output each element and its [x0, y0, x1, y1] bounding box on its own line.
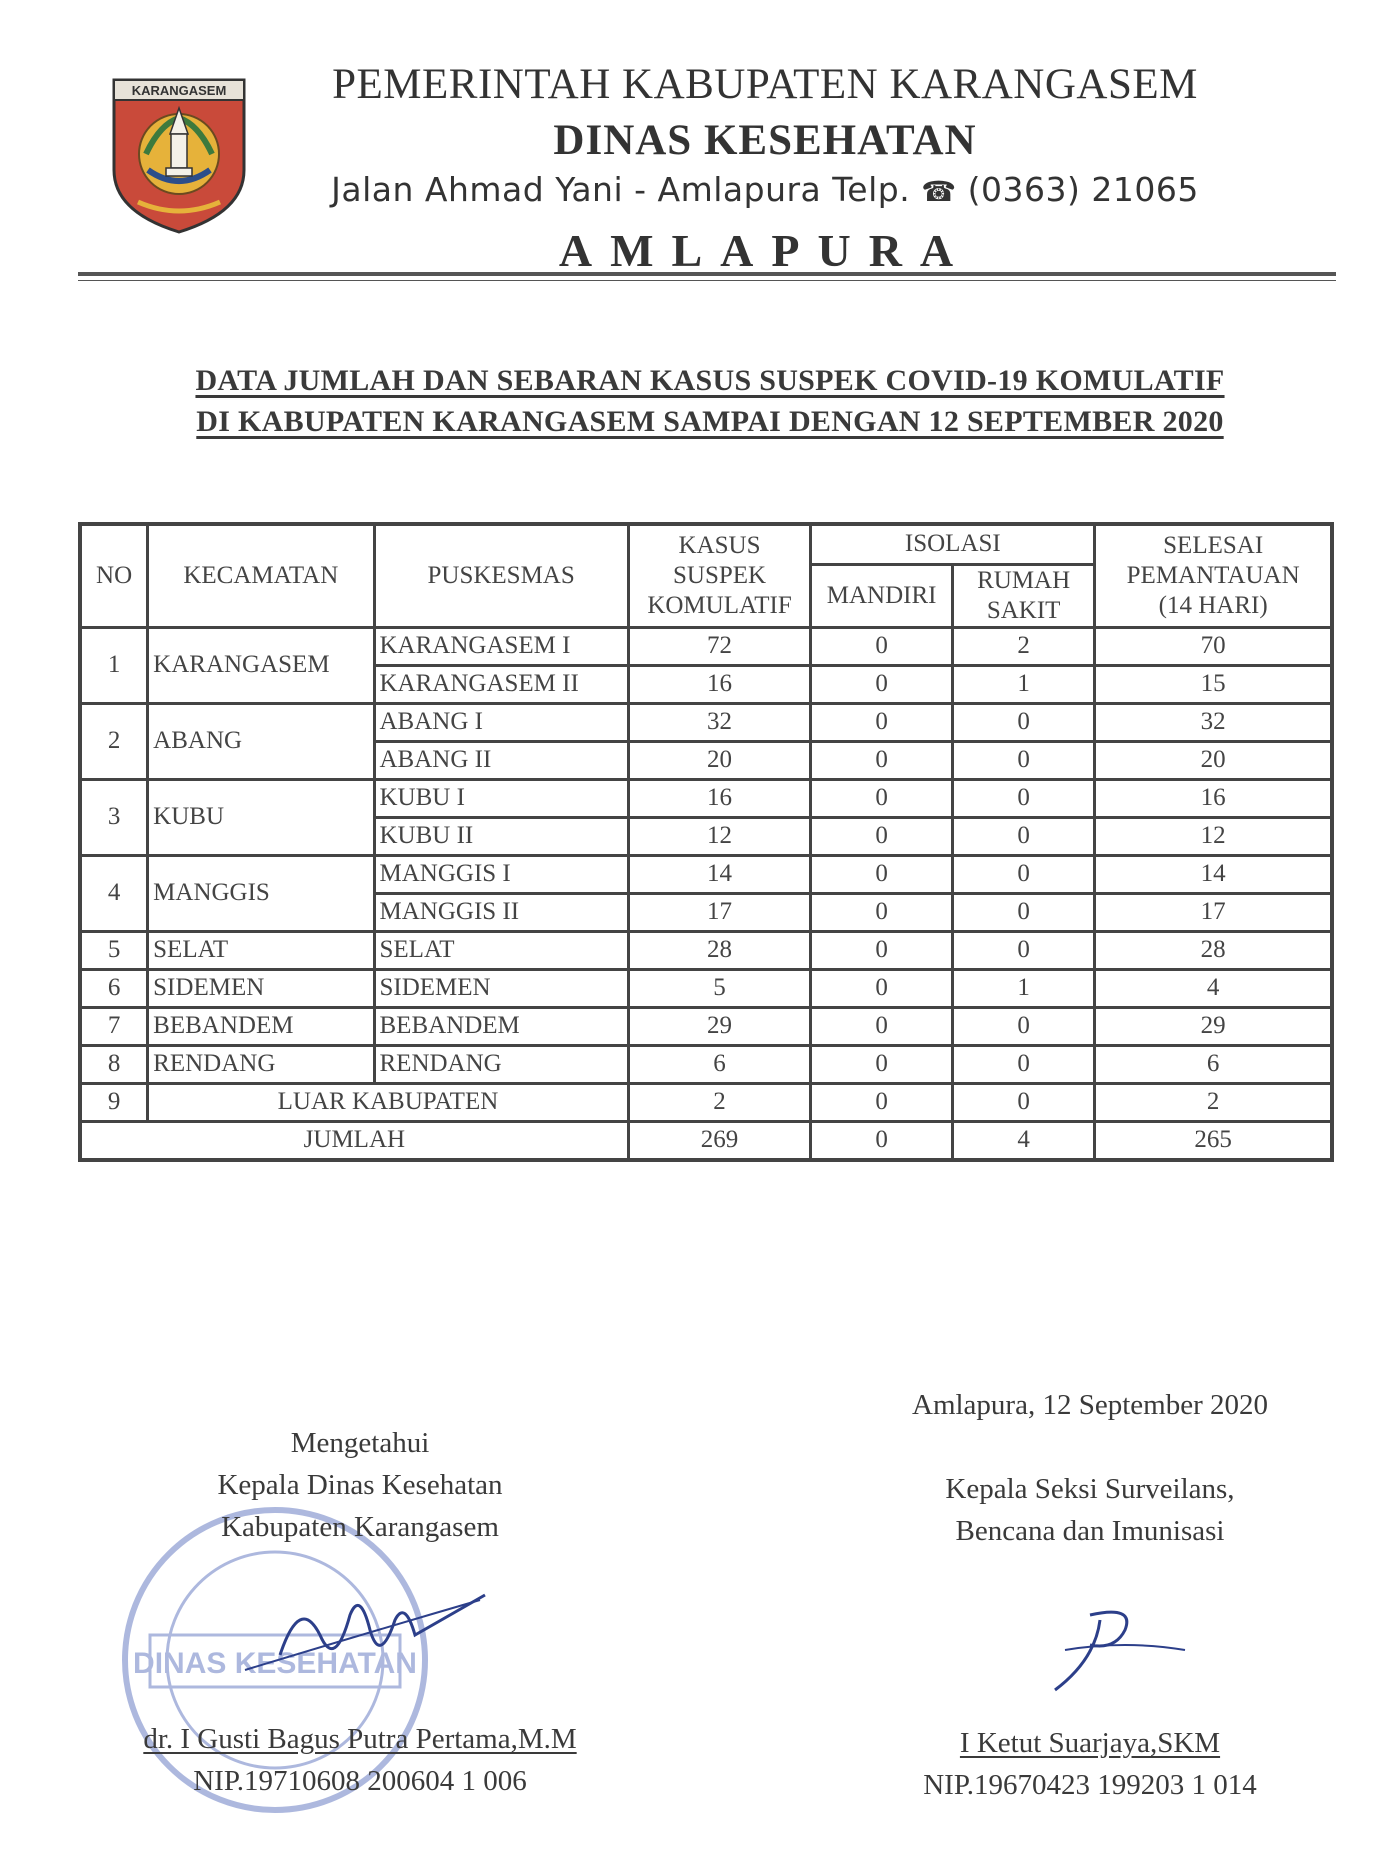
cell-kasus: 28	[628, 931, 811, 969]
header-selesai-line-3: (14 HARI)	[1158, 591, 1268, 619]
cell-rumah-sakit: 0	[952, 703, 1094, 741]
cell-no: 4	[80, 855, 148, 931]
cell-rumah-sakit: 0	[952, 931, 1094, 969]
header-selesai-pemantauan	[1095, 524, 1332, 627]
cell-luar-kabupaten: LUAR KABUPATEN	[148, 1083, 629, 1121]
header-rs-line-1: RUMAH	[977, 566, 1071, 594]
table-row	[80, 627, 1332, 665]
cell-mandiri: 0	[811, 969, 953, 1007]
signature-block-left	[80, 1422, 640, 1802]
header-no: NO	[80, 524, 148, 627]
cell-kasus: 17	[628, 893, 811, 931]
header-selesai-line-1: SELESAI	[1163, 531, 1264, 559]
cell-kasus: 29	[628, 1007, 811, 1045]
cell-mandiri: 0	[811, 1045, 953, 1083]
document-title-line-2: DI KABUPATEN KARANGASEM SAMPAI DENGAN 12 SEPTEMBER 2020	[196, 405, 1224, 438]
cell-rumah-sakit: 1	[952, 665, 1094, 703]
cell-kecamatan: BEBANDEM	[148, 1007, 374, 1045]
cell-puskesmas: ABANG II	[374, 741, 628, 779]
cell-kasus: 16	[628, 779, 811, 817]
table-row	[80, 931, 1332, 969]
cell-kasus: 6	[628, 1045, 811, 1083]
table-row-luar-kabupaten	[80, 1083, 1332, 1121]
cell-mandiri: 0	[811, 893, 953, 931]
cell-no: 3	[80, 779, 148, 855]
header-selesai-line-2: PEMANTAUAN	[1126, 561, 1300, 589]
table-row	[80, 855, 1332, 893]
left-sig-line-1: Mengetahui	[290, 1427, 430, 1459]
cell-selesai: 6	[1095, 1045, 1332, 1083]
cell-puskesmas: ABANG I	[374, 703, 628, 741]
cell-rumah-sakit: 0	[952, 1007, 1094, 1045]
cell-mandiri: 0	[811, 1007, 953, 1045]
document-title-line-1: DATA JUMLAH DAN SEBARAN KASUS SUSPEK COVID-19 KOMULATIF	[195, 364, 1225, 397]
header-isolasi: ISOLASI	[811, 524, 1095, 564]
table-row	[80, 703, 1332, 741]
header-puskesmas: PUSKESMAS	[374, 524, 628, 627]
cell-selesai: 32	[1095, 703, 1332, 741]
address-text: Jalan Ahmad Yani - Amlapura Telp.	[331, 170, 911, 209]
header-kasus-line-2: SUSPEK	[672, 561, 767, 589]
cell-puskesmas: BEBANDEM	[374, 1007, 628, 1045]
cell-no: 5	[80, 931, 148, 969]
table-row	[80, 969, 1332, 1007]
cell-kasus: 14	[628, 855, 811, 893]
header-mandiri: MANDIRI	[811, 564, 953, 627]
cell-puskesmas: RENDANG	[374, 1045, 628, 1083]
phone-number: (0363) 21065	[967, 170, 1199, 209]
cell-jumlah-label: JUMLAH	[80, 1121, 628, 1160]
cell-selesai: 70	[1095, 627, 1332, 665]
cell-selesai: 28	[1095, 931, 1332, 969]
cell-puskesmas: SELAT	[374, 931, 628, 969]
table-body	[80, 627, 1332, 1160]
cell-no: 6	[80, 969, 148, 1007]
covid-suspect-table	[78, 522, 1334, 1162]
cell-mandiri: 0	[811, 627, 953, 665]
right-signatory-name: I Ketut Suarjaya,SKM	[959, 1727, 1221, 1759]
table-header	[80, 524, 1332, 627]
cell-selesai: 16	[1095, 779, 1332, 817]
cell-kecamatan: SIDEMEN	[148, 969, 374, 1007]
right-place-date: Amlapura, 12 September 2020	[912, 1389, 1268, 1421]
cell-kecamatan: ABANG	[148, 703, 374, 779]
cell-selesai: 4	[1095, 969, 1332, 1007]
cell-puskesmas: KARANGASEM II	[374, 665, 628, 703]
left-sig-line-2: Kepala Dinas Kesehatan	[217, 1469, 503, 1501]
cell-total-selesai: 265	[1095, 1121, 1332, 1160]
agency-address	[200, 170, 1330, 209]
right-sig-line-1: Kepala Seksi Surveilans,	[945, 1473, 1235, 1505]
cell-rumah-sakit: 0	[952, 893, 1094, 931]
cell-selesai: 15	[1095, 665, 1332, 703]
cell-kasus: 12	[628, 817, 811, 855]
header-kecamatan: KECAMATAN	[148, 524, 374, 627]
signature-block-right	[810, 1384, 1370, 1806]
cell-rumah-sakit: 0	[952, 1083, 1094, 1121]
header-rumah-sakit	[952, 564, 1094, 627]
cell-kecamatan: MANGGIS	[148, 855, 374, 931]
cell-rumah-sakit: 1	[952, 969, 1094, 1007]
left-sig-line-3: Kabupaten Karangasem	[221, 1511, 499, 1543]
cell-kasus: 32	[628, 703, 811, 741]
header-kasus-line-1: KASUS	[678, 531, 761, 559]
cell-puskesmas: SIDEMEN	[374, 969, 628, 1007]
right-sig-line-2: Bencana dan Imunisasi	[955, 1515, 1225, 1547]
cell-no: 9	[80, 1083, 148, 1121]
cell-no: 1	[80, 627, 148, 703]
cell-total-mandiri: 0	[811, 1121, 953, 1160]
cell-selesai: 20	[1095, 741, 1332, 779]
svg-text:KARANGASEM: KARANGASEM	[131, 83, 227, 98]
header-kasus-suspek	[628, 524, 811, 627]
cell-kasus: 16	[628, 665, 811, 703]
header-rs-line-2: SAKIT	[986, 596, 1061, 624]
cell-mandiri: 0	[811, 855, 953, 893]
cell-kasus: 2	[628, 1083, 811, 1121]
cell-kasus: 5	[628, 969, 811, 1007]
cell-selesai: 2	[1095, 1083, 1332, 1121]
cell-kecamatan: RENDANG	[148, 1045, 374, 1083]
cell-total-rumah-sakit: 4	[952, 1121, 1094, 1160]
cell-rumah-sakit: 0	[952, 817, 1094, 855]
letterhead-rule-thick	[78, 272, 1336, 276]
table-row	[80, 779, 1332, 817]
city-name: AMLAPURA	[558, 225, 972, 276]
left-signatory-name: dr. I Gusti Bagus Putra Pertama,M.M	[143, 1723, 577, 1755]
cell-kecamatan: KUBU	[148, 779, 374, 855]
cell-mandiri: 0	[811, 931, 953, 969]
cell-mandiri: 0	[811, 817, 953, 855]
cell-rumah-sakit: 0	[952, 1045, 1094, 1083]
cell-kasus: 72	[628, 627, 811, 665]
left-signatory-nip: NIP.19710608 200604 1 006	[193, 1765, 527, 1797]
cell-rumah-sakit: 0	[952, 779, 1094, 817]
cell-mandiri: 0	[811, 665, 953, 703]
cell-total-kasus: 269	[628, 1121, 811, 1160]
cell-kasus: 20	[628, 741, 811, 779]
cell-kecamatan: KARANGASEM	[148, 627, 374, 703]
cell-kecamatan: SELAT	[148, 931, 374, 969]
table-row-total	[80, 1121, 1332, 1160]
table-row	[80, 1007, 1332, 1045]
cell-rumah-sakit: 2	[952, 627, 1094, 665]
table-row	[80, 1045, 1332, 1083]
cell-selesai: 29	[1095, 1007, 1332, 1045]
cell-puskesmas: MANGGIS I	[374, 855, 628, 893]
telephone-icon: ☎	[921, 175, 957, 208]
cell-selesai: 12	[1095, 817, 1332, 855]
cell-no: 2	[80, 703, 148, 779]
cell-puskesmas: KUBU II	[374, 817, 628, 855]
cell-mandiri: 0	[811, 1083, 953, 1121]
cell-puskesmas: MANGGIS II	[374, 893, 628, 931]
cell-puskesmas: KARANGASEM I	[374, 627, 628, 665]
header-kasus-line-3: KOMULATIF	[647, 591, 792, 619]
cell-selesai: 17	[1095, 893, 1332, 931]
stamp-text: DINAS KESEHATAN	[133, 1647, 417, 1680]
cell-mandiri: 0	[811, 779, 953, 817]
agency-name: DINAS KESEHATAN	[553, 117, 977, 164]
cell-mandiri: 0	[811, 703, 953, 741]
letterhead-rule-thin	[78, 280, 1336, 281]
cell-rumah-sakit: 0	[952, 855, 1094, 893]
right-signatory-nip: NIP.19670423 199203 1 014	[923, 1769, 1257, 1801]
cell-rumah-sakit: 0	[952, 741, 1094, 779]
cell-puskesmas: KUBU I	[374, 779, 628, 817]
government-name: PEMERINTAH KABUPATEN KARANGASEM	[332, 61, 1198, 108]
cell-no: 8	[80, 1045, 148, 1083]
cell-selesai: 14	[1095, 855, 1332, 893]
cell-mandiri: 0	[811, 741, 953, 779]
cell-no: 7	[80, 1007, 148, 1045]
